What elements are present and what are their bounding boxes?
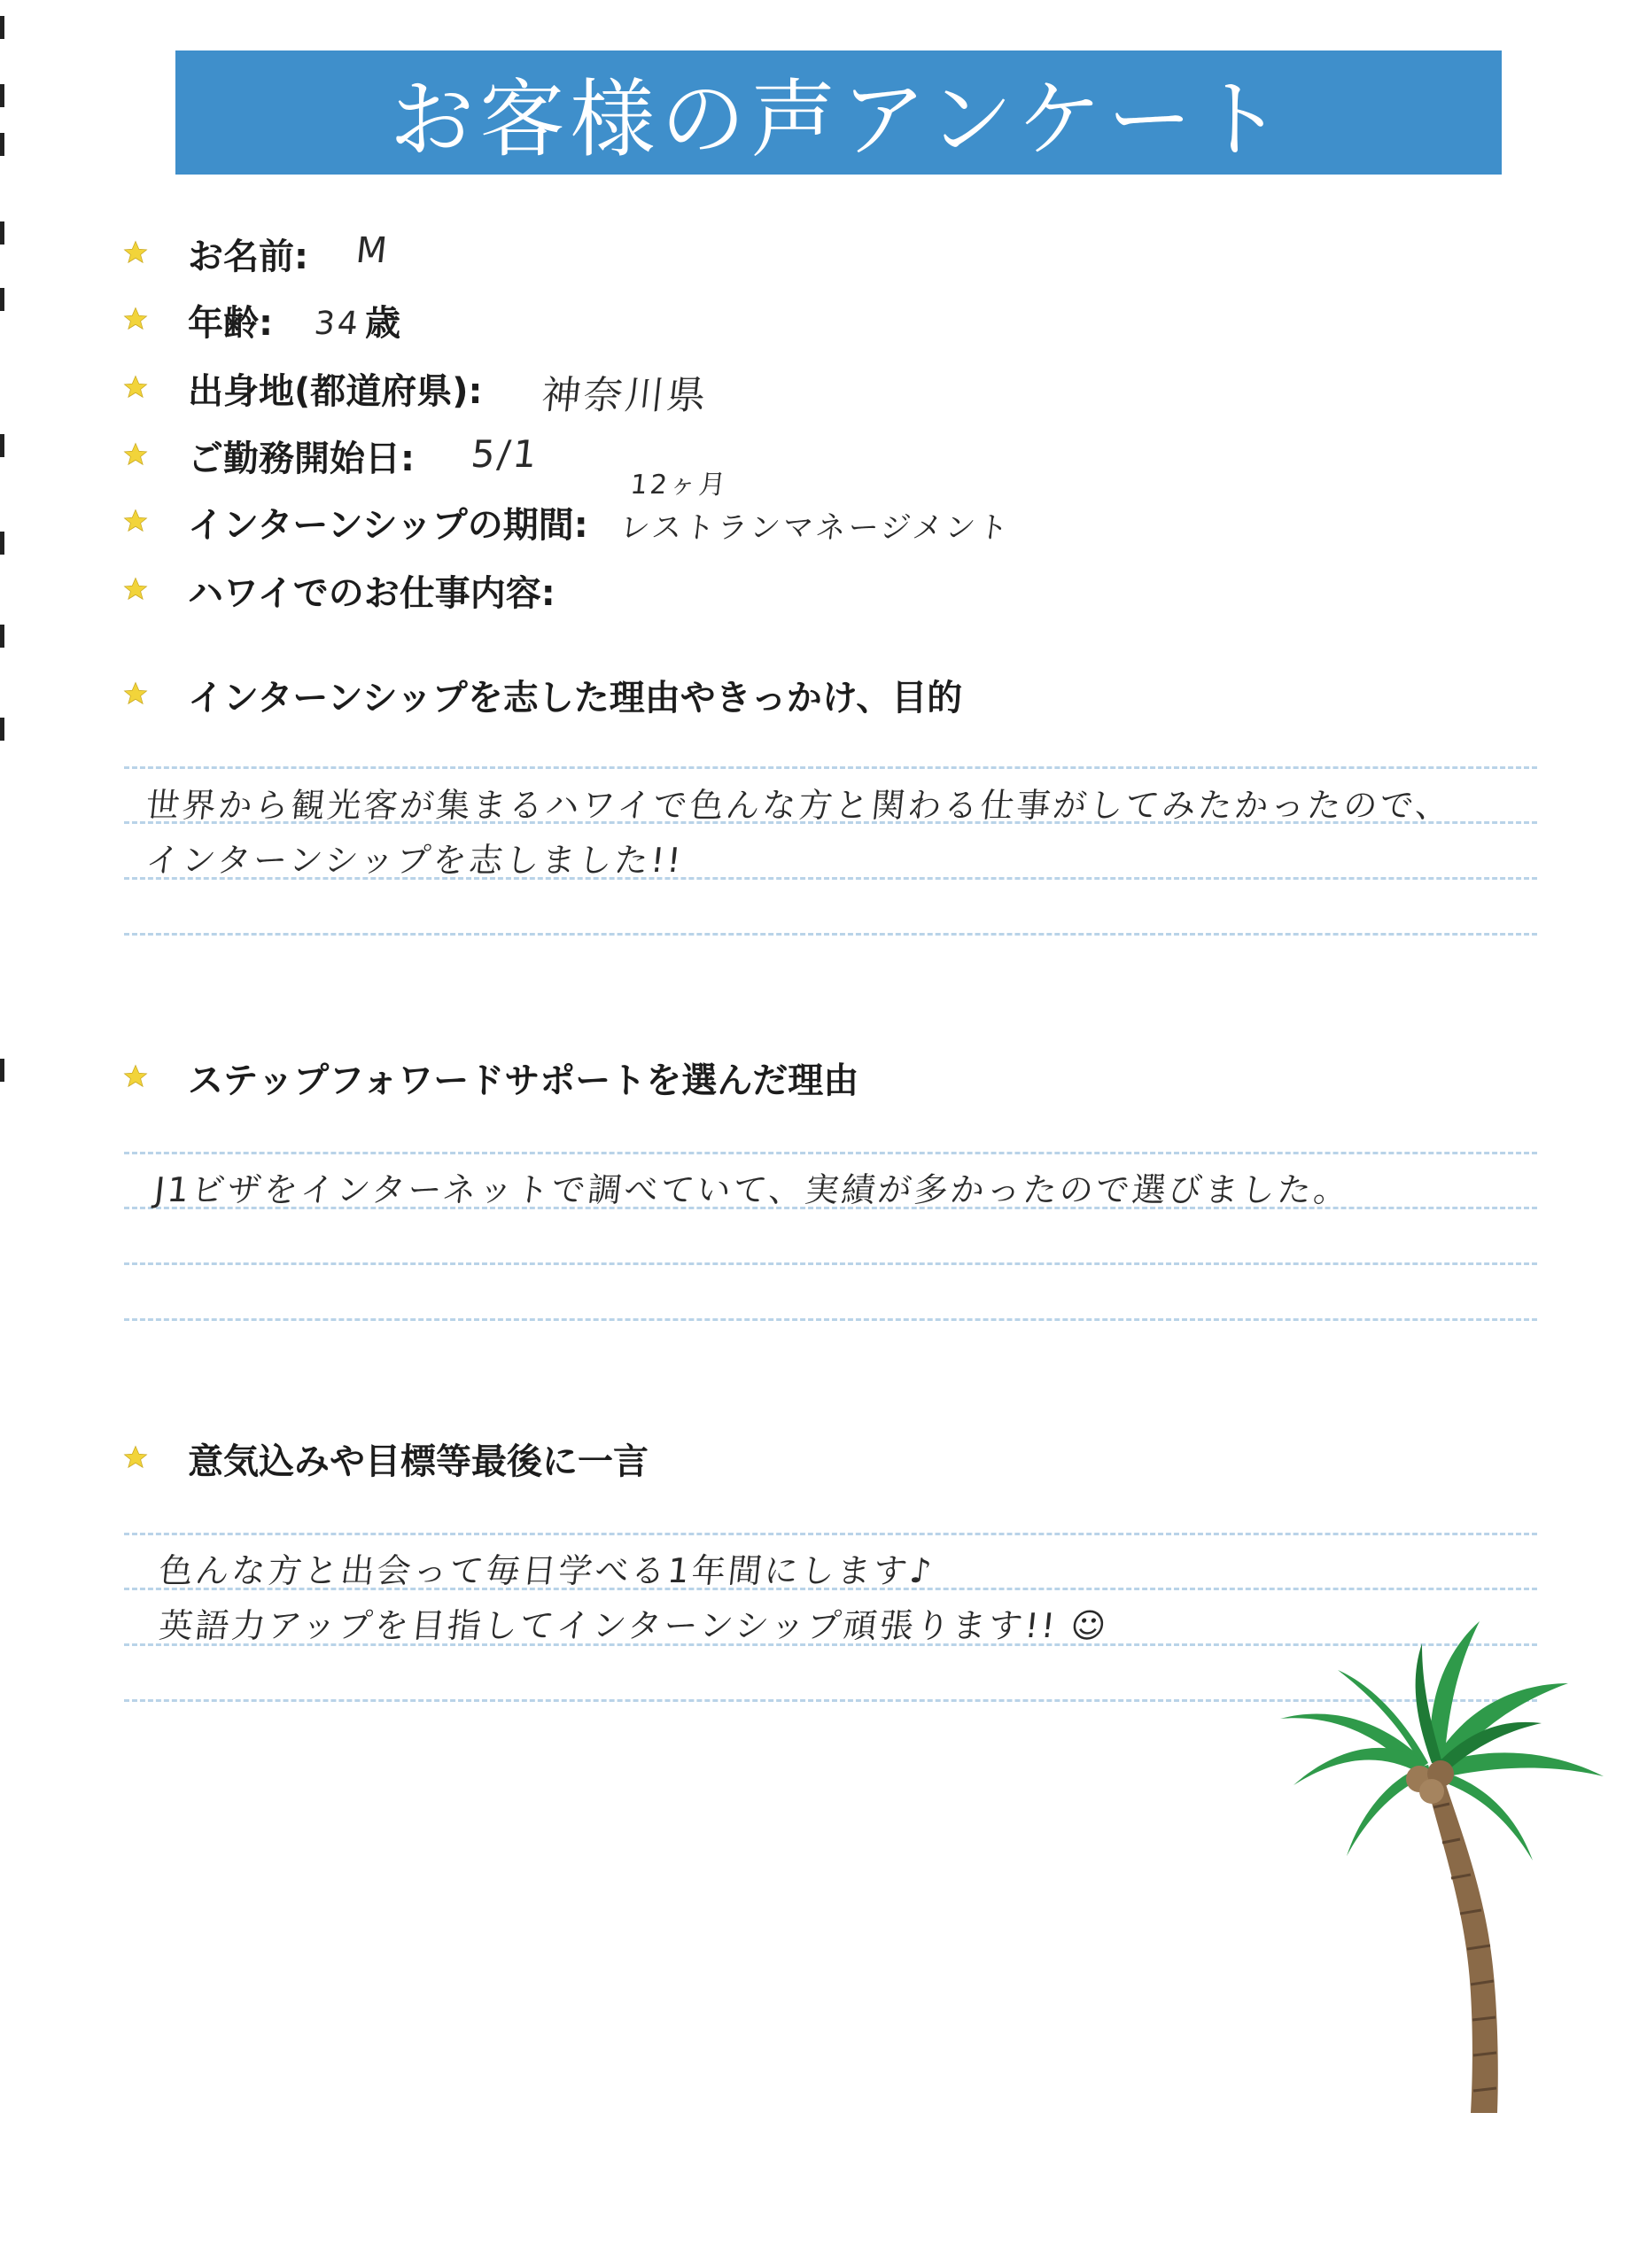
age-value: 34 bbox=[312, 306, 362, 342]
scan-edge-mark bbox=[0, 16, 4, 39]
star-icon bbox=[122, 1063, 149, 1090]
palm-tree-illustration bbox=[1276, 1621, 1612, 2117]
star-icon bbox=[122, 239, 149, 266]
answer-line: 色んな方と出会って毎日学べる1年間にします♪ bbox=[157, 1551, 936, 1590]
age-label: 年齢: bbox=[188, 303, 273, 344]
scan-edge-mark bbox=[0, 1059, 4, 1082]
hometown-label: 出身地(都道府県): bbox=[188, 371, 483, 412]
hometown-value: 神奈川県 bbox=[539, 373, 711, 418]
star-icon bbox=[122, 508, 149, 534]
section-heading: インターンシップを志した理由やきっかけ、目的 bbox=[188, 678, 963, 718]
ruled-line bbox=[124, 1533, 1537, 1535]
start-date-value: 5/1 bbox=[469, 432, 542, 476]
section-heading: 意気込みや目標等最後に一言 bbox=[188, 1441, 649, 1482]
star-icon bbox=[122, 441, 149, 468]
scan-edge-mark bbox=[0, 625, 4, 648]
ruled-line bbox=[124, 1152, 1537, 1154]
name-value: M bbox=[353, 230, 392, 271]
answer-line: 世界から観光客が集まるハワイで色んな方と関わる仕事がしてみたかったので、 bbox=[144, 786, 1455, 825]
job-label: ハワイでのお仕事内容: bbox=[188, 573, 555, 614]
age-suffix: 歳 bbox=[365, 303, 400, 344]
start-date-label: ご勤務開始日: bbox=[188, 439, 415, 479]
ruled-line bbox=[124, 766, 1537, 769]
page-title: お客様の声アンケート bbox=[389, 69, 1288, 169]
ruled-line bbox=[124, 1262, 1537, 1265]
name-label: お名前: bbox=[188, 237, 308, 277]
scan-edge-mark bbox=[0, 434, 4, 457]
star-icon bbox=[122, 576, 149, 602]
answer-line: J1ビザをインターネットで調べていて、実績が多かったので選びました。 bbox=[152, 1170, 1353, 1209]
answer-line: 英語力アップを目指してインターンシップ頑張ります!! ☺ bbox=[157, 1606, 1111, 1645]
period-position: レストランマネージメント bbox=[618, 510, 1014, 546]
scan-edge-mark bbox=[0, 221, 4, 245]
scan-edge-mark bbox=[0, 718, 4, 741]
star-icon bbox=[122, 374, 149, 400]
star-icon bbox=[122, 1444, 149, 1471]
title-banner bbox=[175, 50, 1502, 175]
section-heading: ステップフォワードサポートを選んだ理由 bbox=[188, 1060, 859, 1101]
star-icon bbox=[122, 306, 149, 332]
scan-edge-mark bbox=[0, 84, 4, 107]
period-label: インターンシップの期間: bbox=[188, 505, 588, 546]
scan-edge-mark bbox=[0, 133, 4, 156]
period-value: 12ヶ月 bbox=[628, 470, 730, 501]
answer-line: インターンシップを志しました!! bbox=[144, 841, 686, 880]
scan-edge-mark bbox=[0, 288, 4, 311]
scan-edge-mark bbox=[0, 532, 4, 555]
star-icon bbox=[122, 680, 149, 707]
ruled-line bbox=[124, 933, 1537, 936]
ruled-line bbox=[124, 1318, 1537, 1321]
